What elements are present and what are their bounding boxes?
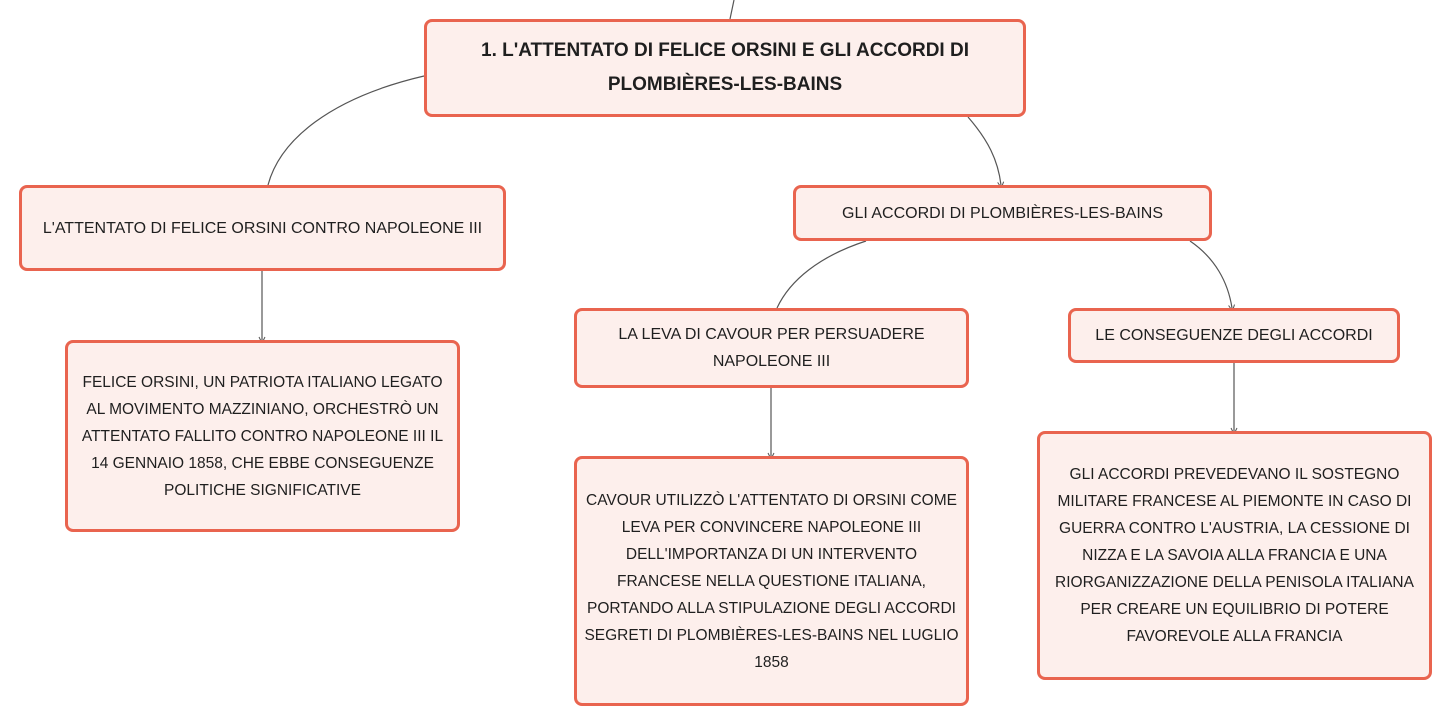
cavour-leverage-topic-node[interactable]	[574, 308, 969, 388]
agreements-consequences-detail-text: GLI ACCORDI PREVEDEVANO IL SOSTEGNO MILITARE FRANCESE AL PIEMONTE IN CASO DI GUERRA CONTRO L'AUSTRIA, LA CESSIONE DI NIZZA E LA SAVOIA ALLA FRANCIA E UNA RIORGANIZZAZIONE DELLA PENISOLA ITALIANA PER CREARE UN EQUILIBRIO DI POTERE FAVOREVOLE ALLA FRANCIA	[1055, 466, 1414, 645]
agreements-consequences-topic-label: LE CONSEGUENZE DEGLI ACCORDI	[1095, 327, 1373, 344]
cavour-leverage-detail-node[interactable]	[574, 456, 969, 706]
connector-root-to-orsini	[268, 76, 424, 185]
connector-root-to-plombieres	[968, 117, 1001, 185]
root-topic-label: 1. L'ATTENTATO DI FELICE ORSINI E GLI ACCORDI DI PLOMBIÈRES-LES-BAINS	[481, 40, 969, 95]
connector-plombieres-to-leva	[777, 241, 866, 308]
plombieres-agreements-topic-label: GLI ACCORDI DI PLOMBIÈRES-LES-BAINS	[842, 204, 1163, 222]
orsini-attack-topic-node[interactable]	[19, 185, 506, 271]
cavour-leverage-detail-text: CAVOUR UTILIZZÒ L'ATTENTATO DI ORSINI COME LEVA PER CONVINCERE NAPOLEONE III DELL'IMPORTANZA DI UN INTERVENTO FRANCESE NELLA QUESTIONE ITALIANA, PORTANDO ALLA STIPULAZIONE DEGLI ACCORDI SEGRETI DI PLOMBIÈRES-LES-BAINS NEL LUGLIO 1858	[584, 491, 959, 671]
plombieres-agreements-topic-node[interactable]	[793, 185, 1212, 241]
orsini-attack-topic-label: L'ATTENTATO DI FELICE ORSINI CONTRO NAPOLEONE III	[42, 219, 483, 237]
connector-plombieres-to-conseguenze	[1190, 241, 1232, 308]
orsini-attack-detail-node[interactable]	[65, 340, 460, 532]
connector-parent-to-root	[730, 0, 734, 19]
root-topic-node[interactable]	[424, 19, 1026, 117]
cavour-leverage-topic-label: LA LEVA DI CAVOUR PER PERSUADERE NAPOLEONE III	[618, 326, 925, 370]
agreements-consequences-topic-node[interactable]	[1068, 308, 1400, 363]
orsini-attack-detail-text: FELICE ORSINI, UN PATRIOTA ITALIANO LEGATO AL MOVIMENTO MAZZINIANO, ORCHESTRÒ UN ATTENTATO FALLITO CONTRO NAPOLEONE III IL 14 GENNAIO 1858, CHE EBBE CONSEGUENZE POLITICHE SIGNIFICATIVE	[81, 373, 444, 499]
agreements-consequences-detail-node[interactable]	[1037, 431, 1432, 680]
